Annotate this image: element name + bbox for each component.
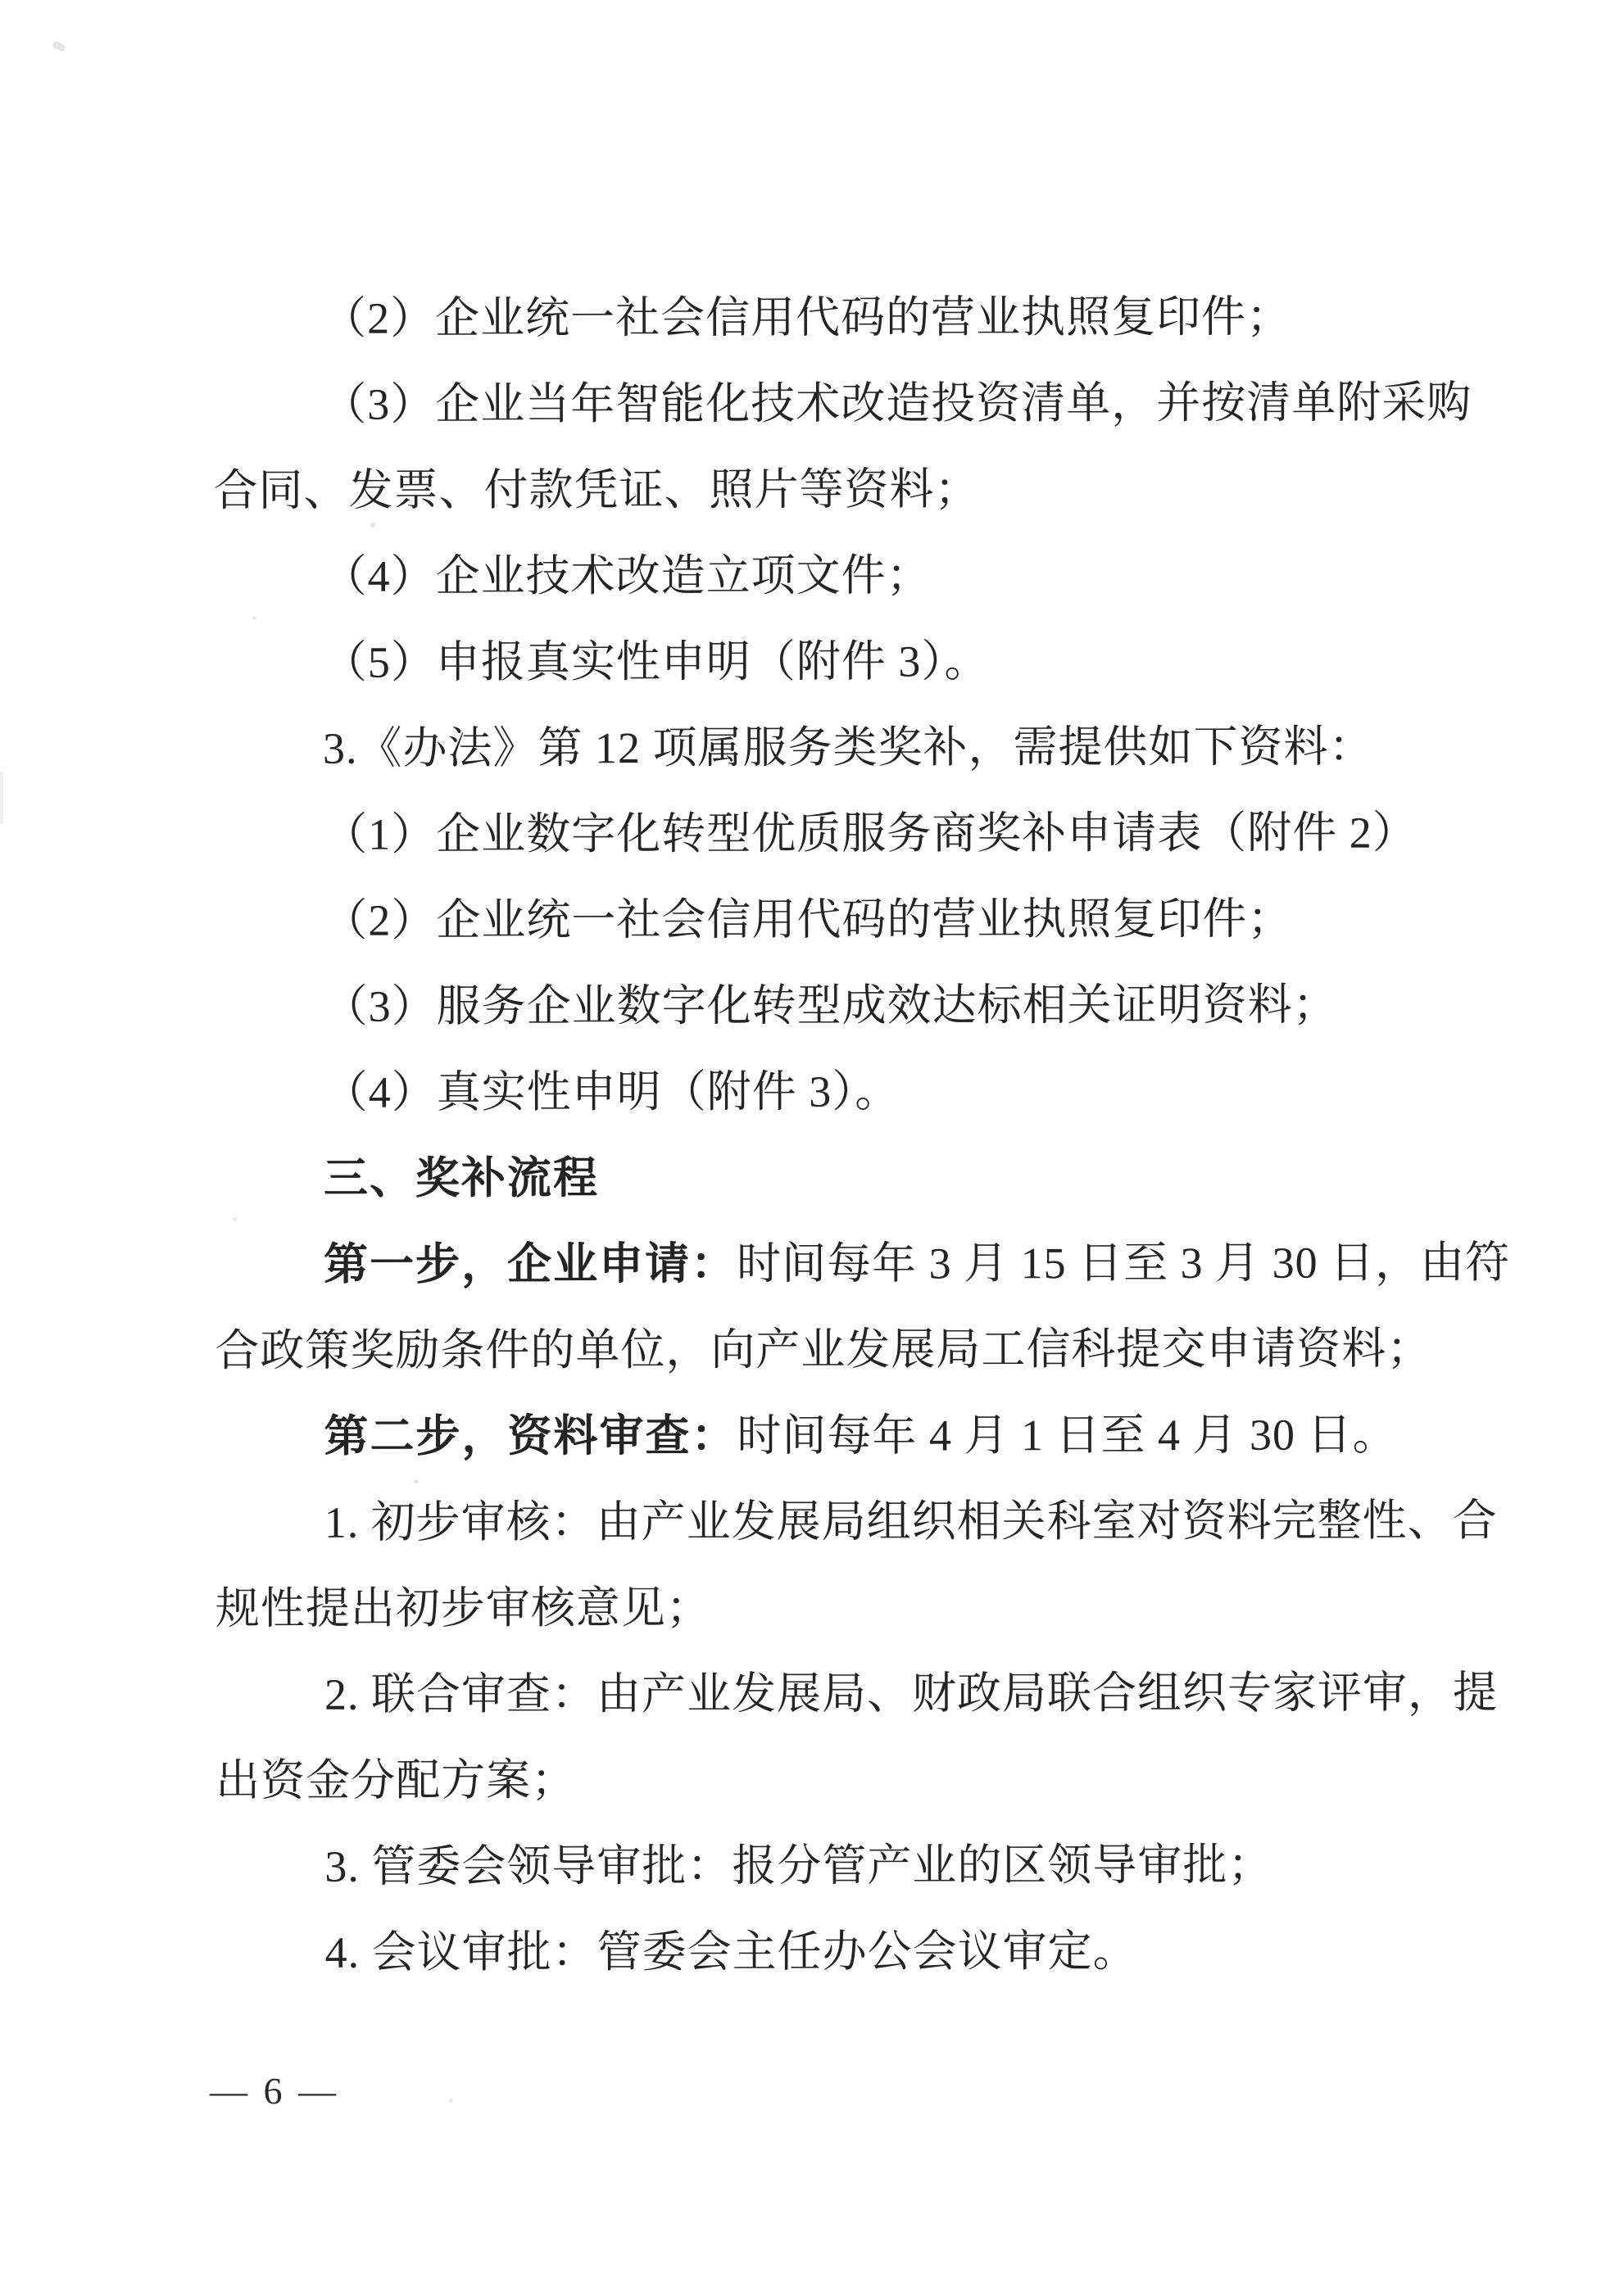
- text-line: 1. 初步审核：由产业发展局组织相关科室对资料完整性、合: [324, 1496, 1498, 1547]
- scan-speck: [449, 2099, 453, 2103]
- text-line: 规性提出初步审核意见；: [215, 1583, 711, 1633]
- text-line: 合同、发票、付款凭证、照片等资料；: [213, 464, 980, 515]
- text-line: 出资金分配方案；: [215, 1755, 577, 1805]
- text-line: [215, 1220, 1511, 1308]
- text-line: （5）申报真实性申明（附件 3）。: [322, 636, 990, 687]
- scan-speck: [0, 772, 3, 824]
- document-body: [213, 274, 1511, 1996]
- text-line: 2. 联合审查：由产业发展局、财政局联合组织专家评审，提: [324, 1668, 1499, 1719]
- text-line: 3.《办法》第 12 项属服务类奖补，需提供如下资料：: [322, 722, 1374, 773]
- page-number: — 6 —: [210, 2070, 339, 2112]
- text-line: （4）真实性申明（附件 3）。: [323, 1066, 900, 1117]
- step-label: 第二步，资料审查：: [324, 1411, 737, 1461]
- scan-speck: [414, 1479, 419, 1483]
- text-line: 4. 会议审批：管委会主任办公会议审定。: [324, 1927, 1138, 1977]
- text-line: （2）企业统一社会信用代码的营业执照复印件；: [323, 894, 1293, 945]
- step-text: 时间每年 3 月 15 日至 3 月 30 日，由符: [737, 1238, 1511, 1288]
- scan-speck: [370, 523, 375, 528]
- step-text: 时间每年 4 月 1 日至 4 月 30 日。: [737, 1410, 1398, 1460]
- scan-speck: [252, 616, 256, 620]
- step-label: 第一步，企业申请：: [324, 1239, 737, 1289]
- text-line: [215, 1392, 1432, 1480]
- scan-speck: [52, 40, 66, 52]
- text-line: 合政策奖励条件的单位，向产业发展局工信科提交申请资料；: [215, 1324, 1432, 1375]
- text-line: （3）企业当年智能化技术改造投资清单，并按清单附采购: [322, 378, 1472, 429]
- text-line: （2）企业统一社会信用代码的营业执照复印件；: [322, 292, 1292, 343]
- text-line: （3）服务企业数字化转型成效达标相关证明资料；: [323, 980, 1338, 1031]
- text-line: 3. 管委会领导审批：报分管产业的区领导审批；: [324, 1840, 1273, 1891]
- text-line: （4）企业技术改造立项文件；: [322, 550, 932, 601]
- text-line: （1）企业数字化转型优质服务商奖补申请表（附件 2）: [323, 808, 1418, 859]
- text-line: 三、奖补流程: [323, 1153, 599, 1203]
- scan-speck: [233, 1217, 237, 1221]
